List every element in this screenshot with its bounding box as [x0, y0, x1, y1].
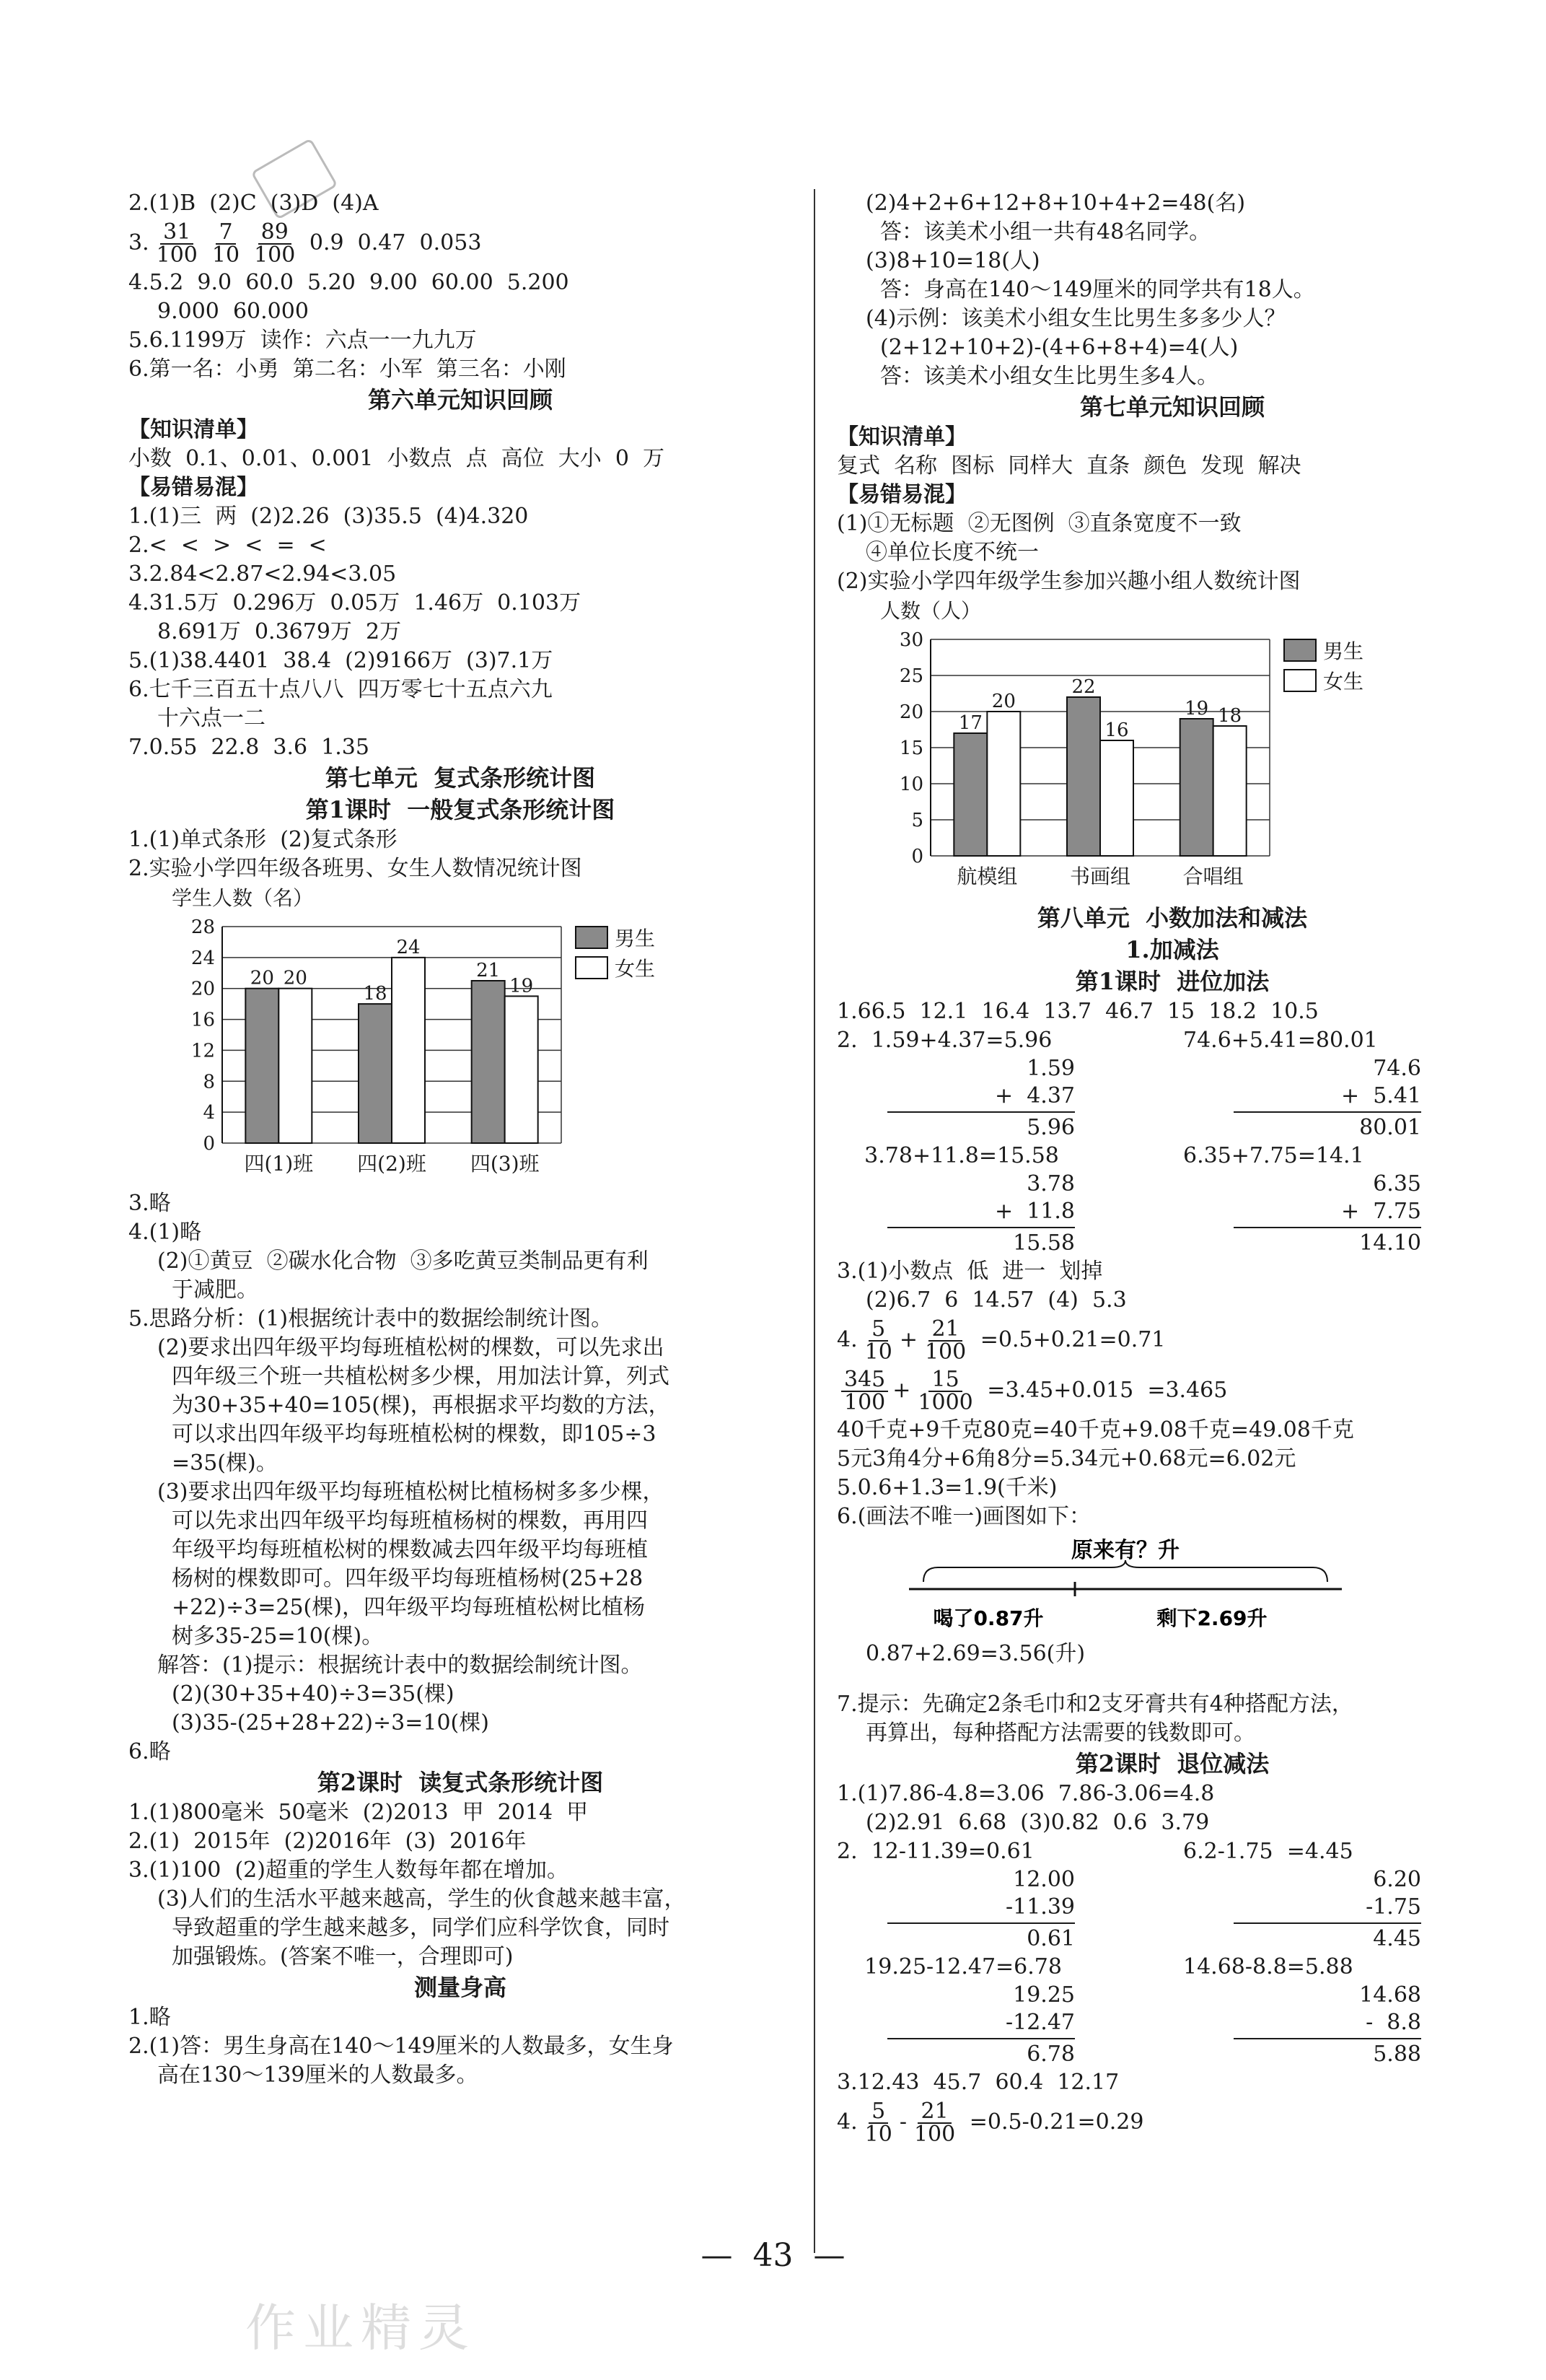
answer-line: 加强锻炼。(答案不唯一，合理即可) — [172, 1944, 514, 1969]
answer-line: 再算出，每种搭配方法需要的钱数即可。 — [866, 1720, 1255, 1746]
fraction — [915, 1369, 975, 1414]
y-tick-label: 20 — [190, 978, 215, 1000]
calc-equation: 3.78+11.8=15.58 — [837, 1143, 1059, 1168]
answer-line: 6.(画法不唯一)画图如下： — [837, 1504, 1092, 1529]
fraction — [251, 219, 298, 268]
answer-line: 7.提示：先确定2条毛巾和2支牙膏共有4种搭配方法， — [837, 1692, 1353, 1717]
answer-line: 1.(1)800毫米 50毫米 (2)2013 甲 2014 甲 — [128, 1800, 589, 1825]
y-tick-label: 0 — [911, 846, 923, 867]
x-category-label: 航模组 — [957, 865, 1018, 888]
x-category-label: 四(3)班 — [470, 1152, 540, 1176]
bar-chart-c1 — [157, 883, 677, 1186]
page-number: — 43 — — [700, 2237, 846, 2274]
legend-swatch — [1284, 639, 1316, 661]
numerator: 7 — [216, 222, 235, 245]
calc-operand-a: 6.20 — [1373, 1867, 1421, 1892]
fraction-tail: =3.45+0.015 =3.465 — [980, 1378, 1228, 1403]
line-diagram — [837, 1531, 1508, 1640]
answer-line: (4)示例：该美术小组女生比男生多多少人？ — [866, 306, 1286, 331]
answer-line: =35(棵)。 — [172, 1451, 278, 1476]
calc-column — [1234, 1866, 1501, 1953]
numerator: 21 — [928, 1318, 962, 1342]
answer-line: 年级平均每班植松树的棵数减去四年级平均每班植 — [172, 1537, 648, 1562]
legend-label: 男生 — [615, 927, 656, 950]
numerator: 21 — [918, 2101, 951, 2124]
calc-rule — [1234, 1227, 1421, 1228]
calc-operand-b: -12.47 — [1005, 2010, 1075, 2035]
answer-line: (2)6.7 6 14.57 (4) 5.3 — [866, 1287, 1127, 1313]
answer-line: 十六点一二 — [157, 706, 265, 731]
bar-c1-male-0 — [245, 989, 278, 1143]
calc-operand-b: + 7.75 — [1340, 1199, 1421, 1224]
bar-c1-female-1 — [392, 958, 425, 1143]
vertical-calc — [1183, 1142, 1501, 1257]
calc-result: 4.45 — [1373, 1926, 1421, 1951]
right-column — [837, 189, 1508, 2148]
calc-operand-a: 1.59 — [1027, 1056, 1075, 1081]
calc-result: 14.10 — [1359, 1230, 1421, 1256]
bar-c2-male-1 — [1067, 697, 1100, 856]
calc-result: 15.58 — [1013, 1230, 1075, 1256]
fraction-tail: 0.9 0.47 0.053 — [302, 230, 482, 255]
answer-line: 4.31.5万 0.296万 0.05万 1.46万 0.103万 — [128, 590, 581, 616]
legend-swatch — [576, 957, 607, 979]
answer-line: 2.实验小学四年级各班男、女生人数情况统计图 — [128, 856, 582, 881]
section-heading: 第八单元 小数加法和减法 — [1037, 904, 1308, 932]
answer-line: 复式 名称 图标 同样大 直条 颜色 发现 解决 — [837, 453, 1301, 478]
chart-c1 — [128, 883, 792, 1189]
y-axis-label: 学生人数（名） — [172, 886, 314, 910]
denominator: 100 — [254, 242, 296, 268]
fraction-tail: =0.5+0.21=0.71 — [973, 1327, 1166, 1352]
calc-result: 5.96 — [1027, 1115, 1075, 1140]
vertical-calc — [1183, 1837, 1501, 1953]
y-tick-label: 5 — [911, 810, 923, 831]
calc-equation: 6.35+7.75=14.1 — [1183, 1143, 1364, 1168]
y-tick-label: 12 — [190, 1040, 215, 1062]
answer-line: 5.0.6+1.3=1.9(千米) — [837, 1475, 1058, 1500]
calc-operand-b: + 5.41 — [1340, 1083, 1421, 1108]
fraction — [154, 219, 201, 268]
calc-operand-a: 6.35 — [1373, 1171, 1421, 1196]
answer-line: 4.(1)略 — [128, 1220, 202, 1245]
numerator: 5 — [869, 1318, 888, 1342]
answer-line: (3)要求出四年级平均每班植松树比植杨树多多少棵， — [157, 1479, 664, 1505]
answer-line: (3)8+10=18(人) — [866, 248, 1040, 274]
fraction — [209, 219, 242, 268]
fraction-line — [837, 2097, 1508, 2148]
bar-value-label: 19 — [509, 975, 534, 997]
legend-swatch — [576, 927, 607, 948]
bar-value-label: 20 — [991, 691, 1016, 712]
bar-value-label: 17 — [958, 712, 983, 734]
answer-line: 答：该美术小组一共有48名同学。 — [880, 219, 1211, 245]
answer-line: 1.(1)三 两 (2)2.26 (3)35.5 (4)4.320 — [128, 504, 529, 529]
answer-line: (3)人们的生活水平越来越高，学生的伙食越来越丰富， — [157, 1886, 686, 1912]
y-tick-label: 10 — [899, 774, 923, 795]
legend-label: 女生 — [1323, 670, 1364, 694]
answer-line: 四年级三个班一共植松树多少棵，用加法计算，列式 — [172, 1364, 669, 1389]
bar-c1-male-2 — [472, 981, 505, 1143]
y-tick-label: 0 — [203, 1133, 215, 1155]
chart-c2 — [837, 596, 1508, 902]
calc-equation: 2. 12-11.39=0.61 — [837, 1839, 1035, 1864]
vertical-calc — [1183, 1953, 1501, 2068]
section-heading: 1.加减法 — [1125, 936, 1219, 963]
fraction — [911, 2101, 958, 2145]
fraction-tail: =0.5-0.21=0.29 — [962, 2109, 1144, 2135]
bar-value-label: 20 — [283, 967, 307, 989]
answer-line: 1.66.5 12.1 16.4 13.7 46.7 15 18.2 10.5 — [837, 999, 1319, 1024]
calc-column — [1234, 1055, 1501, 1142]
vertical-calc — [837, 1953, 1154, 2068]
bar-value-label: 18 — [363, 983, 387, 1005]
calc-rule — [887, 1111, 1075, 1113]
section-heading: 第2课时 退位减法 — [1075, 1750, 1270, 1777]
spacer — [837, 1668, 1508, 1690]
calc-result: 0.61 — [1027, 1926, 1075, 1951]
answer-line: 5.6.1199万 读作：六点一一九九万 — [128, 328, 477, 353]
y-tick-label: 8 — [203, 1071, 215, 1093]
answer-line: 7.0.55 22.8 3.6 1.35 — [128, 735, 369, 760]
diagram-top-label: 原来有？升 — [1071, 1538, 1180, 1563]
answer-line: 6.略 — [128, 1739, 171, 1764]
y-tick-label: 15 — [899, 738, 923, 759]
calc-column — [887, 1055, 1154, 1142]
calc-operand-b: + 11.8 — [994, 1199, 1075, 1224]
answer-line: 5.思路分析：(1)根据统计表中的数据绘制统计图。 — [128, 1306, 613, 1331]
answer-line: 0.87+2.69=3.56(升) — [866, 1641, 1086, 1666]
answer-line: 5.(1)38.4401 38.4 (2)9166万 (3)7.1万 — [128, 648, 553, 673]
bar-c2-female-1 — [1100, 740, 1133, 856]
vertical-calc — [837, 1026, 1154, 1142]
x-category-label: 书画组 — [1069, 865, 1131, 888]
calc-column — [887, 1982, 1154, 2068]
answer-line: 4.5.2 9.0 60.0 5.20 9.00 60.00 5.200 — [128, 270, 569, 295]
y-tick-label: 30 — [899, 629, 923, 651]
answer-line: 导致超重的学生越来越多，同学们应科学饮食，同时 — [172, 1915, 669, 1941]
answer-line: +22)÷3=25(棵)，四年级平均每班植松树比植杨 — [172, 1595, 645, 1620]
y-tick-label: 20 — [899, 701, 923, 723]
answer-line: 高在130～139厘米的人数最多。 — [157, 2062, 478, 2088]
bar-value-label: 20 — [250, 967, 274, 989]
answer-line: 1.略 — [128, 2005, 171, 2030]
calc-rule — [1234, 1922, 1421, 1924]
calc-column — [887, 1171, 1154, 1257]
fraction-op: 4. — [837, 2109, 858, 2135]
answer-line: 答：该美术小组女生比男生多4人。 — [880, 364, 1219, 389]
bar-c2-female-2 — [1213, 726, 1247, 856]
calc-column — [887, 1866, 1154, 1953]
y-tick-label: 25 — [899, 665, 923, 687]
calc-rule — [887, 1922, 1075, 1924]
bar-c1-male-1 — [359, 1004, 392, 1143]
answer-line: (2)2.91 6.68 (3)0.82 0.6 3.79 — [866, 1810, 1210, 1835]
brace — [923, 1560, 1327, 1582]
y-tick-label: 24 — [190, 947, 215, 969]
fraction-op: + — [899, 1327, 918, 1352]
legend-swatch — [1284, 670, 1316, 691]
numerator: 5 — [869, 2101, 888, 2124]
section-heading: 第1课时 一般复式条形统计图 — [305, 796, 615, 823]
answer-line: 2.(1)答：男生身高在140～149厘米的人数最多，女生身 — [128, 2034, 674, 2059]
legend-label: 男生 — [1323, 639, 1364, 663]
answer-line: (2)要求出四年级平均每班植松树的棵数，可以先求出 — [157, 1335, 664, 1360]
answer-line: 8.691万 0.3679万 2万 — [157, 619, 402, 644]
answer-line: 3.2.84<2.87<2.94<3.05 — [128, 561, 397, 587]
denominator: 100 — [913, 2122, 956, 2147]
answer-line: 1.(1)7.86-4.8=3.06 7.86-3.06=4.8 — [837, 1781, 1215, 1806]
section-heading: 第六单元知识回顾 — [367, 386, 553, 414]
denominator: 1000 — [918, 1390, 973, 1415]
y-tick-label: 16 — [190, 1009, 215, 1031]
denominator: 10 — [864, 1339, 892, 1365]
x-category-label: 四(2)班 — [357, 1152, 426, 1176]
answer-line: (2)(30+35+40)÷3=35(棵) — [172, 1681, 454, 1707]
denominator: 100 — [844, 1390, 886, 1415]
bar-c1-female-2 — [505, 996, 538, 1143]
answer-line: 3.(1)100 (2)超重的学生人数每年都在增加。 — [128, 1858, 568, 1883]
calc-rule — [1234, 2038, 1421, 2039]
bar-value-label: 21 — [476, 960, 501, 981]
bar-value-label: 18 — [1218, 705, 1242, 727]
fraction-line — [837, 1315, 1508, 1365]
denominator: 10 — [864, 2122, 892, 2147]
answer-line: 3.略 — [128, 1191, 171, 1216]
numerator: 345 — [841, 1369, 888, 1392]
column-divider — [814, 189, 815, 2253]
calc-operand-a: 12.00 — [1013, 1867, 1075, 1892]
answer-line: (1)①无标题 ②无图例 ③直条宽度不一致 — [837, 511, 1242, 536]
y-tick-label: 28 — [190, 916, 215, 938]
bar-value-label: 22 — [1071, 676, 1096, 698]
calc-rule — [1234, 1111, 1421, 1113]
section-heading: 第七单元知识回顾 — [1079, 393, 1265, 421]
fraction-op: 4. — [837, 1327, 858, 1352]
calc-column — [1234, 1171, 1501, 1257]
fraction-line — [128, 218, 792, 268]
calc-pair — [837, 1026, 1508, 1142]
vertical-calc — [1183, 1026, 1501, 1142]
section-heading: 第2课时 读复式条形统计图 — [317, 1769, 604, 1796]
section-heading: 第1课时 进位加法 — [1075, 968, 1270, 995]
calc-pair — [837, 1142, 1508, 1257]
fraction-line — [837, 1365, 1508, 1416]
denominator: 100 — [156, 242, 198, 268]
section-tag: 【知识清单】 — [128, 417, 258, 442]
answer-line: 杨树的棵数即可。四年级平均每班植杨树(25+28 — [172, 1566, 644, 1591]
answer-line: 小数 0.1、0.01、0.001 小数点 点 高位 大小 0 万 — [128, 446, 664, 471]
answer-line: (3)35-(25+28+22)÷3=10(棵) — [172, 1710, 489, 1736]
calc-operand-b: -11.39 — [1005, 1894, 1075, 1920]
calc-operand-a: 14.68 — [1359, 1982, 1421, 2008]
section-tag: 【易错易混】 — [128, 475, 258, 500]
answer-line: 于减肥。 — [172, 1277, 258, 1303]
calc-pair — [837, 1953, 1508, 2068]
fraction — [862, 2101, 895, 2145]
answer-line: 树多35-25=10(棵)。 — [172, 1624, 384, 1649]
denominator: 10 — [211, 242, 240, 268]
denominator: 100 — [924, 1339, 967, 1365]
section-tag: 【易错易混】 — [837, 482, 967, 507]
legend-label: 女生 — [615, 957, 656, 981]
answer-line: 3.(1)小数点 低 进一 划掉 — [837, 1259, 1103, 1284]
numerator: 15 — [928, 1369, 962, 1392]
y-tick-label: 4 — [203, 1102, 215, 1124]
watermark: 作业精灵 — [245, 2298, 476, 2358]
answer-line: 9.000 60.000 — [157, 299, 309, 324]
bar-c2-male-2 — [1180, 719, 1213, 856]
bar-chart-c2 — [866, 596, 1385, 899]
vertical-calc — [837, 1142, 1154, 1257]
calc-equation: 2. 1.59+4.37=5.96 — [837, 1028, 1053, 1053]
answer-line: (2)4+2+6+12+8+10+4+2=48(名) — [866, 191, 1246, 216]
segment-diagram — [837, 1531, 1414, 1640]
calc-operand-a: 74.6 — [1373, 1056, 1421, 1081]
fraction — [862, 1318, 895, 1363]
answer-line: 6.七千三百五十点八八 四万零七十五点六九 — [128, 677, 553, 702]
answer-line: 可以先求出四年级平均每班植杨树的棵数，再用四 — [172, 1508, 648, 1534]
answer-line: 2.< < > < = < — [128, 533, 327, 558]
calc-result: 80.01 — [1359, 1115, 1421, 1140]
calc-column — [1234, 1982, 1501, 2068]
section-tag: 【知识清单】 — [837, 424, 967, 450]
fraction-op: + — [892, 1378, 911, 1403]
calc-operand-a: 19.25 — [1013, 1982, 1075, 2008]
section-heading: 第七单元 复式条形统计图 — [325, 764, 596, 792]
fraction-op: - — [899, 2109, 907, 2135]
x-category-label: 四(1)班 — [244, 1152, 314, 1176]
numerator: 31 — [160, 222, 193, 245]
x-category-label: 合唱组 — [1182, 865, 1244, 888]
bar-value-label: 19 — [1185, 698, 1209, 719]
answer-line: (2)实验小学四年级学生参加兴趣小组人数统计图 — [837, 569, 1301, 594]
calc-rule — [887, 1227, 1075, 1228]
vertical-calc — [837, 1837, 1154, 1953]
remaining-label: 剩下2.69升 — [1156, 1606, 1268, 1630]
answer-line: 40千克+9千克80克=40千克+9.08千克=49.08千克 — [837, 1417, 1354, 1443]
bar-c1-female-0 — [278, 989, 312, 1143]
calc-operand-a: 3.78 — [1027, 1171, 1075, 1196]
calc-operand-b: - 8.8 — [1366, 2010, 1421, 2035]
section-heading: 测量身高 — [413, 1974, 506, 2001]
calc-result: 6.78 — [1027, 2042, 1075, 2067]
answer-line: 3.12.43 45.7 60.4 12.17 — [837, 2070, 1120, 2095]
left-column — [128, 189, 792, 2090]
bar-value-label: 16 — [1104, 719, 1129, 741]
answer-line: 2.(1) 2015年 (2)2016年 (3) 2016年 — [128, 1829, 527, 1854]
calc-pair — [837, 1837, 1508, 1953]
answer-line: 答：身高在140～149厘米的同学共有18人。 — [880, 277, 1315, 302]
answer-line: 解答：(1)提示：根据统计表中的数据绘制统计图。 — [157, 1653, 643, 1678]
answer-line: 2.(1)B (2)C (3)D (4)A — [128, 191, 379, 216]
calc-operand-b: -1.75 — [1366, 1894, 1421, 1920]
answer-line: 1.(1)单式条形 (2)复式条形 — [128, 827, 398, 852]
bar-value-label: 24 — [396, 936, 421, 958]
answer-line: ④单位长度不统一 — [866, 540, 1039, 565]
calc-rule — [887, 2038, 1075, 2039]
calc-equation: 74.6+5.41=80.01 — [1183, 1028, 1378, 1053]
fraction — [841, 1369, 888, 1414]
answer-line: 为30+35+40=105(棵)，再根据求平均数的方法， — [172, 1393, 670, 1418]
calc-equation: 19.25-12.47=6.78 — [837, 1954, 1062, 1979]
drank-label: 喝了0.87升 — [933, 1606, 1044, 1630]
calc-result: 5.88 — [1373, 2042, 1421, 2067]
bar-c2-male-0 — [954, 733, 987, 856]
answer-line: 可以求出四年级平均每班植松树的棵数，即105÷3 — [172, 1422, 656, 1447]
bar-c2-female-0 — [987, 712, 1020, 856]
fraction — [922, 1318, 969, 1363]
answer-line: (2+12+10+2)-(4+6+8+4)=4(人) — [880, 335, 1239, 360]
answer-line: 6.第一名：小勇 第二名：小军 第三名：小刚 — [128, 356, 566, 382]
y-axis-label: 人数（人） — [880, 599, 982, 623]
calc-operand-b: + 4.37 — [994, 1083, 1075, 1108]
answer-line: (2)①黄豆 ②碳水化合物 ③多吃黄豆类制品更有利 — [157, 1248, 649, 1274]
calc-equation: 14.68-8.8=5.88 — [1183, 1954, 1353, 1979]
fraction-op: 3. — [128, 230, 149, 255]
answer-line: 5元3角4分+6角8分=5.34元+0.68元=6.02元 — [837, 1446, 1296, 1471]
numerator: 89 — [258, 222, 291, 245]
calc-equation: 6.2-1.75 =4.45 — [1183, 1839, 1353, 1864]
